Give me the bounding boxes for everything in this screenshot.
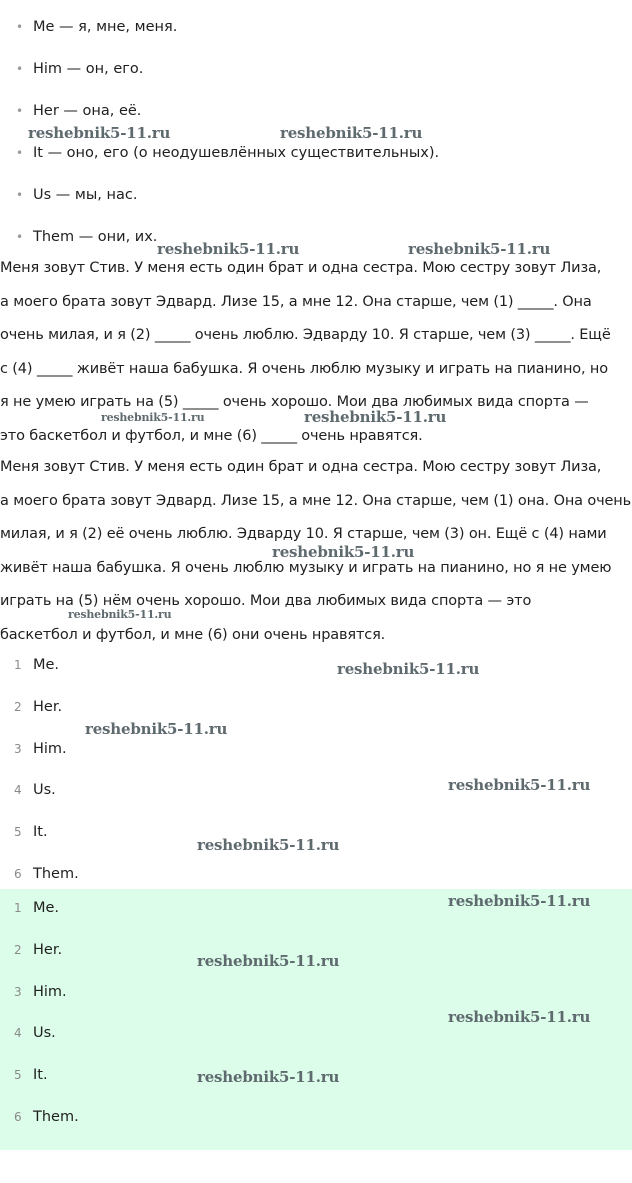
watermark: reshebnik5-11.ru (408, 240, 551, 258)
list-item (0, 138, 632, 180)
answer-text: Her. (33, 941, 63, 958)
bullet-icon: • (16, 230, 24, 244)
answer-item (0, 1105, 632, 1147)
text-line: Меня зовут Стив. У меня есть один брат и одна сестра. Мою сестру зовут Лиза, (0, 260, 602, 276)
answer-text: Them. (33, 865, 79, 882)
answer-number: 1 (14, 901, 22, 915)
bullet-icon: • (16, 146, 24, 160)
text-line: Меня зовут Стив. У меня есть один брат и одна сестра. Мою сестру зовут Лиза, (0, 459, 602, 475)
text-line: а моего брата зовут Эдвард. Лизе 15, а мне 12. Она старше, чем (1) она. Она очень (0, 492, 632, 509)
watermark: reshebnik5-11.ru (28, 124, 171, 142)
watermark: reshebnik5-11.ru (272, 543, 415, 561)
watermark: reshebnik5-11.ru (448, 776, 591, 794)
answer-text: Me. (33, 657, 60, 673)
list-item (0, 12, 632, 54)
answer-number: 4 (14, 1026, 22, 1041)
watermark: reshebnik5-11.ru (197, 836, 340, 854)
pronoun-text: Him — он, его. (33, 61, 144, 77)
answer-number: 6 (14, 1109, 22, 1124)
watermark: reshebnik5-11.ru (337, 660, 480, 678)
text-line: с (4) _____ живёт наша бабушка. Я очень люблю музыку и играть на пианино, но (0, 360, 608, 377)
answer-item (0, 737, 632, 779)
watermark: reshebnik5-11.ru (280, 124, 423, 142)
text-line: а моего брата зовут Эдвард. Лизе 15, а мне 12. Она старше, чем (1) _____. Она (0, 293, 592, 310)
watermark: reshebnik5-11.ru (157, 240, 300, 258)
list-item (0, 180, 632, 222)
watermark: reshebnik5-11.ru (85, 720, 228, 738)
pronoun-text: Her — она, её. (33, 103, 142, 119)
list-item (0, 54, 632, 96)
watermark: reshebnik5-11.ru (197, 952, 340, 970)
pronoun-text: Them — они, их. (33, 229, 158, 245)
bullet-icon: • (16, 104, 24, 118)
text-line: это баскетбол и футбол, и мне (6) _____ очень нравятся. (0, 427, 423, 444)
answer-text: Him. (33, 983, 67, 1000)
bullet-icon: • (16, 20, 24, 34)
answer-text: Us. (33, 1025, 56, 1042)
bullet-icon: • (16, 62, 24, 76)
watermark: reshebnik5-11.ru (68, 608, 172, 621)
bullet-icon: • (16, 188, 24, 202)
pronoun-text: Me — я, мне, меня. (33, 19, 178, 35)
watermark: reshebnik5-11.ru (101, 411, 205, 424)
answer-number: 2 (14, 699, 22, 714)
text-line: живёт наша бабушка. Я очень люблю музыку и играть на пианино, но я не умею (0, 559, 612, 576)
answer-text: Us. (33, 782, 56, 799)
text-line: очень милая, и я (2) _____ очень люблю. Эдварду 10. Я старше, чем (3) _____. Ещё (0, 327, 611, 343)
answer-number: 6 (14, 866, 22, 881)
text-line: милая, и я (2) её очень люблю. Эдварду 10. Я старше, чем (3) он. Ещё с (4) нами (0, 526, 607, 542)
answer-text: Me. (33, 900, 60, 916)
answer-text: It. (33, 824, 48, 841)
answer-item (0, 653, 632, 695)
answer-number: 5 (14, 825, 22, 840)
answer-number: 2 (14, 942, 22, 957)
answer-number: 3 (14, 984, 22, 999)
text-line: я не умею играть на (5) _____ очень хорошо. Мои два любимых вида спорта — (0, 394, 589, 410)
pronoun-text: It — оно, его (о неодушевлённых существительных). (33, 145, 440, 161)
answer-text: Him. (33, 740, 67, 757)
watermark: reshebnik5-11.ru (197, 1068, 340, 1086)
watermark: reshebnik5-11.ru (448, 1008, 591, 1026)
answer-text: Them. (33, 1108, 79, 1125)
answer-number: 4 (14, 783, 22, 798)
pronoun-text: Us — мы, нас. (33, 187, 138, 203)
answer-text: It. (33, 1067, 48, 1084)
text-line: баскетбол и футбол, и мне (6) они очень нравятся. (0, 626, 386, 643)
answer-number: 1 (14, 658, 22, 672)
watermark: reshebnik5-11.ru (448, 892, 591, 910)
text-line: играть на (5) нём очень хорошо. Мои два любимых вида спорта — это (0, 593, 532, 609)
answer-number: 5 (14, 1068, 22, 1083)
answer-number: 3 (14, 741, 22, 756)
watermark: reshebnik5-11.ru (304, 408, 447, 426)
answer-text: Her. (33, 698, 63, 715)
answer-item (0, 1021, 632, 1063)
